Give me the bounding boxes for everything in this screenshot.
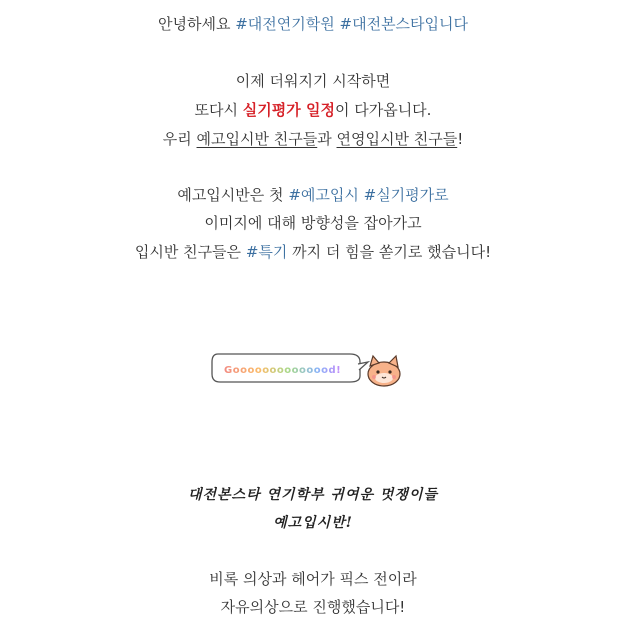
hashtag-link[interactable]: #예고입시 xyxy=(288,186,359,204)
text-span: 또다시 xyxy=(194,101,239,119)
bubble-tail-shape xyxy=(358,362,368,370)
text-span: 우리 xyxy=(162,130,192,148)
handwritten-caption-line2: 예고입시반! xyxy=(273,515,353,531)
para2-line3 xyxy=(0,242,626,262)
text-span: 과 xyxy=(317,130,332,148)
text-span: ! xyxy=(457,130,464,148)
goood-sticker-image xyxy=(210,350,410,390)
text-span: 예고입시반은 첫 xyxy=(177,186,284,204)
para2-line1 xyxy=(0,185,626,205)
hashtag-link[interactable]: #대전연기학원 xyxy=(235,15,335,33)
text-span: 까지 더 힘을 쏟기로 했습니다! xyxy=(292,243,492,261)
sticker-text: Goooooooooooood! xyxy=(224,365,342,376)
para1-line3 xyxy=(0,129,626,149)
hashtag-link[interactable]: #실기평가로 xyxy=(363,186,449,204)
para1-line1: 이제 더워지기 시작하면 xyxy=(235,72,391,90)
underlined-text: 연영입시반 친구들 xyxy=(336,130,458,148)
text-span: 이 다가옵니다. xyxy=(334,101,432,119)
underlined-text: 예고입시반 친구들 xyxy=(196,130,318,148)
hashtag-link[interactable]: #대전본스타입니다 xyxy=(339,15,469,33)
cat-face-icon xyxy=(368,356,400,386)
greeting-text: 안녕하세요 xyxy=(157,15,231,33)
para3-line1: 비록 의상과 헤어가 픽스 전이라 xyxy=(209,570,417,588)
handwritten-caption-line1: 대전본스타 연기학부 귀여운 멋쟁이들 xyxy=(187,487,438,503)
hashtag-link[interactable]: #특기 xyxy=(245,243,288,261)
text-span: 입시반 친구들은 xyxy=(134,243,242,261)
intro-line xyxy=(0,14,626,34)
highlight-text: 실기평가 일정 xyxy=(242,101,335,119)
para2-line2: 이미지에 대해 방향성을 잡아가고 xyxy=(204,214,422,232)
para3-line2: 자유의상으로 진행했습니다! xyxy=(220,598,406,616)
para1-line2 xyxy=(0,100,626,120)
